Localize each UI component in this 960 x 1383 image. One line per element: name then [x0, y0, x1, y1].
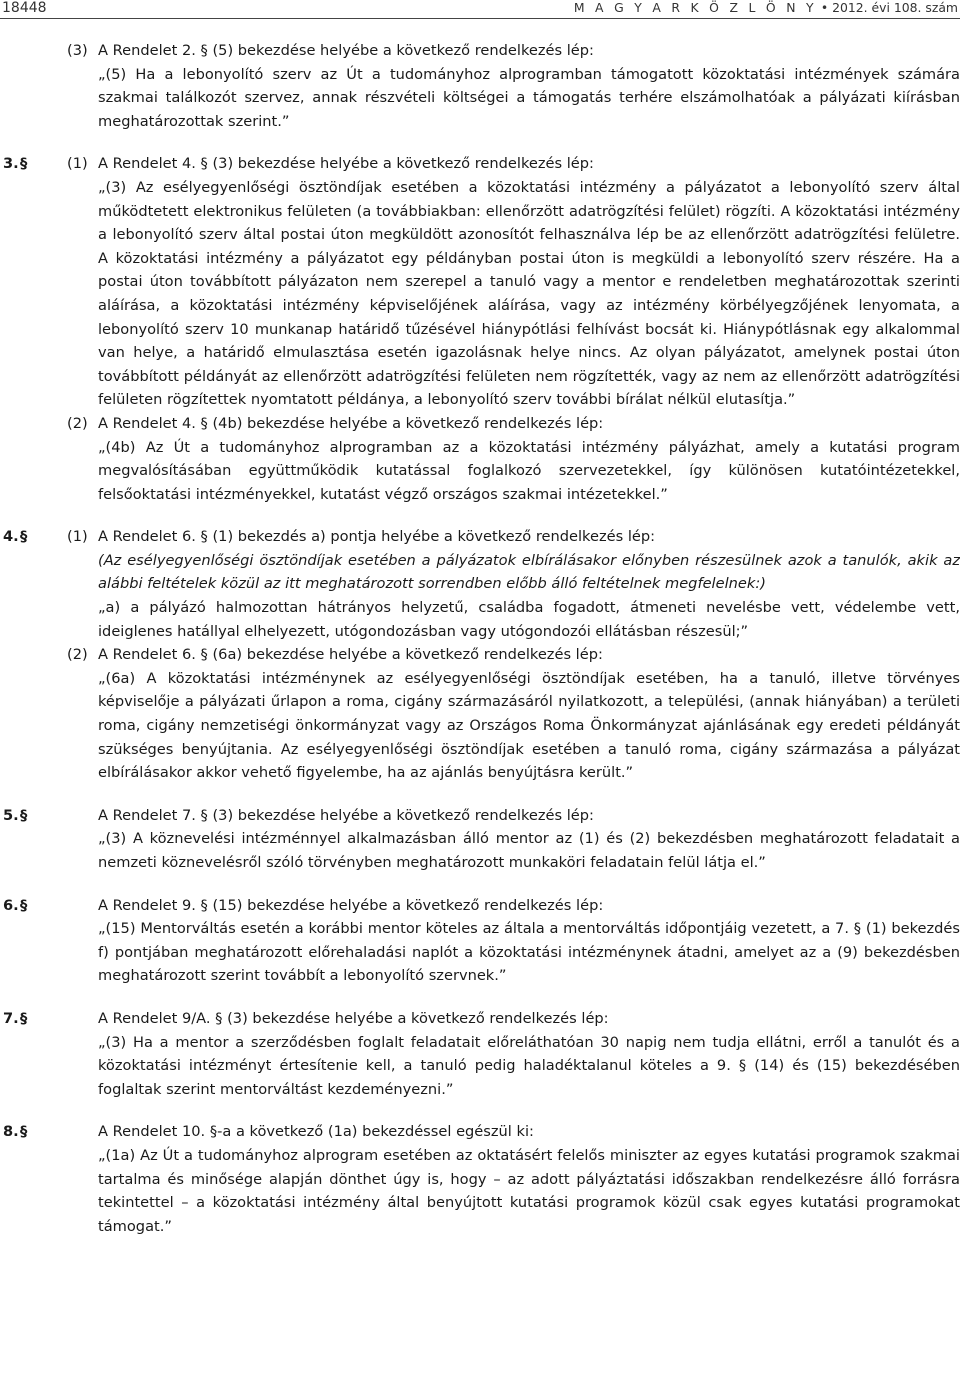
- amendment-text: A Rendelet 7. § (3) bekezdése helyébe a következő rendelkezés lép:: [98, 806, 594, 824]
- section-sign: §: [20, 896, 28, 914]
- quoted-provision: „(3) Az esélyegyenlőségi ösztöndíjak esetében a közoktatási intézmény a pályázatot a lebonyolító szerv által működtetett elektronikus felületen (a továbbiakban: ellenőrzött adatrögzítési felület) rögzíti. A közoktatási intézmény a lebonyolító szerv által postai úton megküldött azonosítót felhasználva lép be az ellenőrzött adatrögzítési felületre. A közoktatási intézmény a pályázatot egy példányban postai úton is megküldi a lebonyolító szerv részére. Ha a postai úton továbbított pályázaton nem szerepel a tanuló vagy a mentor e rendeletben meghatározottak szerinti aláírása, a közoktatási intézmény képviselőjének aláírása, vagy az intézmény körbélyegzőjének lenyomata, a lebonyolító szerv 10 munkanap határidő tűzésével hiánypótlási felhívást bocsát ki. Hiánypótlásnak egy alkalommal van helye, a határidő elmulasztása esetén igazolásnak helye nincs. Az olyan pályázatot, amelynek postai úton továbbított példányát az ellenőrzött adatrögzítési felületen nem rögzítették, vagy az nem az ellenőrzött adatrögzítési felületen rögzítettek nyomtatott példánya, a lebonyolító szerv további bírálat nélkül elutasítja.”: [98, 178, 960, 409]
- section-number: 7.: [3, 1009, 19, 1027]
- quoted-provision: „(4b) Az Út a tudományhoz alprogramban az a közoktatási intézmény pályázhat, amely a kutatási program megvalósításában együttműködik kutatással foglalkozó szervezetekkel, így különösen kutatóintézetekkel, felsőoktatási intézményekkel, kutatást végző országos szakmai intézetekkel.”: [98, 438, 960, 503]
- amendment-intro: [0, 1120, 960, 1144]
- amendment-text: A Rendelet 10. §-a a következő (1a) bekezdéssel egészül ki:: [98, 1123, 534, 1141]
- quoted-provision: „(1a) Az Út a tudományhoz alprogram esetében az oktatásért felelős miniszter az egyes kutatási programok szakmai tartalma és minősége alapján dönthet úgy is, hogy – az adott pályáztatási időszakban rendelkezésre álló forrásra tekintettel – a közoktatási intézmény által benyújtott kutatási programok közül csak egyes kutatási programokat támogat.”: [98, 1146, 960, 1235]
- amendment-intro: [0, 1007, 960, 1031]
- amendment-intro: [0, 804, 960, 828]
- section-number: 4.: [3, 528, 19, 546]
- section-sign: §: [20, 528, 28, 546]
- gazette-title: M A G Y A R K Ö Z L Ö N Y: [573, 0, 817, 15]
- amendment-intro: [0, 39, 960, 63]
- section-number: 8.: [3, 1123, 19, 1141]
- subsection-number: (1): [67, 528, 88, 546]
- section-spacer: [0, 1101, 960, 1120]
- section-sign: §: [20, 155, 28, 173]
- context-paragraph: (Az esélyegyenlőségi ösztöndíjak esetében a pályázatok elbírálásakor előnyben részesülnek azok a tanulók, akik az alábbi feltételek közül az itt meghatározott sorrendben előbb álló feltételnek megfelelnek:): [98, 551, 960, 593]
- amendment-text: A Rendelet 6. § (1) bekezdés a) pontja helyébe a következő rendelkezés lép:: [98, 528, 656, 546]
- section-number: 6.: [3, 896, 19, 914]
- section-sign: §: [20, 1009, 28, 1027]
- section-spacer: [0, 785, 960, 804]
- amendment-text: A Rendelet 2. § (5) bekezdése helyébe a következő rendelkezés lép:: [98, 42, 594, 59]
- amendment-intro: [0, 412, 960, 436]
- quoted-provision: „(5) Ha a lebonyolító szerv az Út a tudományhoz alprogramban támogatott közoktatási intézmények számára szakmai találkozót szervez, annak részvételi költségei a támogatás terhére elszámolhatóak a pályázati kiírásban meghatározottak szerint.”: [98, 65, 960, 130]
- amendment-intro: [0, 894, 960, 918]
- header-bullet: •: [820, 0, 829, 15]
- gazette-info: [574, 0, 958, 16]
- page-header: [0, 0, 960, 22]
- quoted-provision: „(3) Ha a mentor a szerződésben foglalt feladatait előreláthatóan 30 napig nem tudja ellátni, erről a tanulót és a közoktatási intézményt értesítenie kell, a tanuló pedig haladéktalanul köteles a 9. § (14) és (15) bekezdésében foglaltak szerint mentorváltást kezdeményezni.”: [98, 1033, 960, 1098]
- amendment-intro: [0, 525, 960, 549]
- quoted-provision: „(3) A köznevelési intézménnyel alkalmazásban álló mentor az (1) és (2) bekezdésben meghatározott feladatait a nemzeti köznevelésről szóló törvényben meghatározott munkaköri feladatain felül látja el.”: [98, 830, 960, 871]
- provisions: [0, 39, 960, 1238]
- page-number: 18448: [2, 0, 47, 16]
- amendment-text: A Rendelet 9. § (15) bekezdése helyébe a következő rendelkezés lép:: [98, 896, 604, 914]
- subsection-number: (2): [67, 646, 88, 664]
- section-number: 3.: [3, 155, 19, 173]
- section-sign: §: [20, 1123, 28, 1141]
- amendment-text: A Rendelet 9/A. § (3) bekezdése helyébe a következő rendelkezés lép:: [98, 1009, 609, 1027]
- subsection-number: (2): [67, 414, 88, 432]
- section-spacer: [0, 506, 960, 525]
- quoted-provision: „a) a pályázó halmozottan hátrányos helyzetű, családba fogadott, átmeneti nevelésbe vett, védelembe vett, ideiglenes hatállyal elhelyezett, utógondozásban vagy utógondozói ellátásban részesül;”: [98, 599, 960, 640]
- section-spacer: [0, 875, 960, 894]
- quoted-provision: „(15) Mentorváltás esetén a korábbi mentor köteles az általa a mentorváltás időpontjáig vezetett, a 7. § (1) bekezdés f) pontjában meghatározott előrehaladási naplót a közoktatási intézménynek átadni, amelyet az a (9) bekezdésben meghatározott szerint továbbít a lebonyolító szervnek.”: [98, 920, 960, 985]
- section-number: 5.: [3, 806, 19, 824]
- section-spacer: [0, 988, 960, 1007]
- header-rule: [0, 18, 960, 19]
- amendment-intro: [0, 152, 960, 176]
- subsection-number: (1): [67, 155, 88, 173]
- quoted-provision: „(6a) A közoktatási intézménynek az esélyegyenlőségi ösztöndíjak esetében, ha a tanuló, illetve törvényes képviselője a pályázati űrlapon a roma, cigány származásáról nyilatkozott, a települési, (annak hiányában) a területi roma, cigány nemzetiségi önkormányzat vagy az Országos Roma Önkormányzat ajánlásának egy eredeti példányát szükséges benyújtania. Az esélyegyenlőségi ösztöndíjak esetében a tanuló roma, cigány származása a pályázat elbírálásakor akkor vehető figyelembe, ha az ajánlás benyújtásra került.”: [98, 669, 960, 782]
- amendment-intro: [0, 643, 960, 667]
- amendment-text: A Rendelet 6. § (6a) bekezdése helyébe a következő rendelkezés lép:: [98, 646, 603, 664]
- section-sign: §: [20, 806, 28, 824]
- amendment-text: A Rendelet 4. § (4b) bekezdése helyébe a következő rendelkezés lép:: [98, 414, 604, 432]
- issue-label: 2012. évi 108. szám: [832, 0, 958, 15]
- section-spacer: [0, 133, 960, 152]
- document-body: [0, 39, 960, 1238]
- amendment-text: A Rendelet 4. § (3) bekezdése helyébe a következő rendelkezés lép:: [98, 155, 594, 173]
- subsection-number: (3): [67, 42, 88, 59]
